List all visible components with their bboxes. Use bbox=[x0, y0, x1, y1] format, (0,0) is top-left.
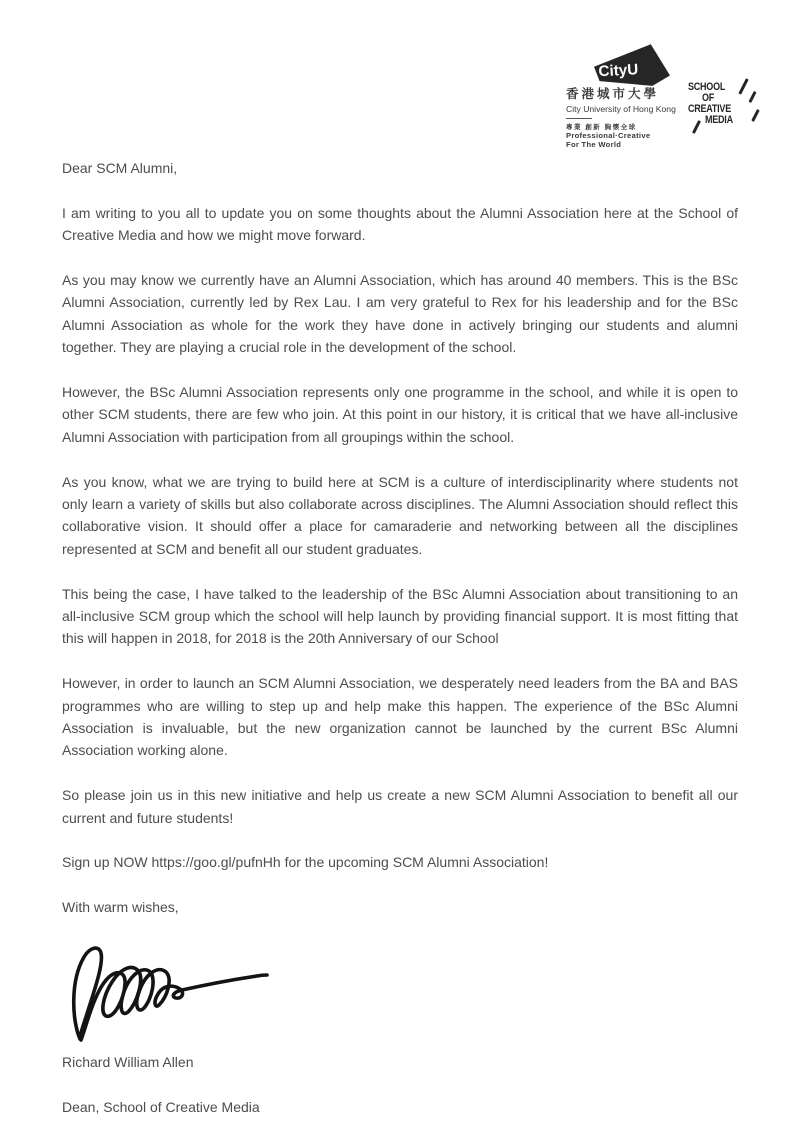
paragraph-one-programme: However, the BSc Alumni Association represents only one programme in the school, and while it is open to other SCM students, there are few who join. At this point in our history, it is critical that we have all-inclusive Alumni Association with participation from all groupings within the school. bbox=[62, 384, 738, 445]
paragraph-need-leaders: However, in order to launch an SCM Alumni Association, we desperately need leaders from the BA and BAS programmes who are willing to step up and help make this happen. The experience of the BSc Alumni Association is invaluable, but the new organization cannot be launched by the current BSc Alumni Association working alone. bbox=[62, 675, 738, 759]
cityu-wordmark: CityU bbox=[598, 61, 639, 81]
scm-slash-icon bbox=[751, 109, 760, 122]
signature-scribble-icon bbox=[64, 941, 269, 1045]
scm-logo-line-media: MEDIA bbox=[705, 114, 733, 126]
scm-slash-icon bbox=[748, 91, 756, 103]
signature-richard-allen bbox=[64, 941, 738, 1045]
cityu-chinese-name: 香港城市大學 bbox=[566, 87, 660, 101]
paragraph-intro: I am writing to you all to update you on some thoughts about the Alumni Association here at the School of Creative Media and how we might move forward. bbox=[62, 204, 738, 244]
closing: With warm wishes, bbox=[62, 899, 179, 916]
paragraph-bsc-assoc: As you may know we currently have an Alumni Association, which has around 40 members. This is the BSc Alumni Association, currently led by Rex Lau. I am very grateful to Rex for his leadership and for the BSc Alumni Association as whole for the work they have done in actively bringing our students and alumni together. They are playing a crucial role in the development of the school. bbox=[62, 272, 738, 356]
cityu-tagline-chinese: 專業 創新 胸懷全球 bbox=[566, 124, 637, 131]
signer-name: Richard William Allen bbox=[62, 1054, 194, 1071]
cityu-tagline-line1: Professional·Creative bbox=[566, 131, 651, 140]
scm-logo-line-school: SCHOOL bbox=[688, 81, 726, 93]
cityu-tagline-line2: For The World bbox=[566, 140, 622, 149]
signer-title: Dean, School of Creative Media bbox=[62, 1098, 260, 1115]
scm-logo-line-of: OF bbox=[702, 92, 715, 104]
paragraph-join-us: So please join us in this new initiative and help us create a new SCM Alumni Association to benefit all our current and future students! bbox=[62, 787, 738, 826]
paragraph-signup-link: Sign up NOW https://goo.gl/pufnHh for the upcoming SCM Alumni Association! bbox=[62, 854, 549, 871]
scm-logo bbox=[688, 82, 760, 138]
paragraph-transition: This being the case, I have talked to the leadership of the BSc Alumni Association about transitioning to an all-inclusive SCM group which the school will help launch by providing financial support. It is most fitting that this will happen in 2018, for 2018 is the 20th Anniversary of our School bbox=[62, 585, 738, 647]
cityu-english-name: City University of Hong Kong bbox=[566, 104, 676, 114]
scm-logo-line-creative: CREATIVE bbox=[688, 103, 731, 115]
letter-body bbox=[62, 157, 738, 1132]
scm-slash-icon bbox=[692, 120, 701, 134]
paragraph-vision: As you know, what we are trying to build here at SCM is a culture of interdisciplinarity where students not only learn a variety of skills but also collaborate across disciplines. The Alumni Association should reflect this collaborative vision. It should offer a place for camaraderie and networking between all the disciplines represented at SCM and benefit all our student graduates. bbox=[62, 473, 738, 557]
cityu-mark-icon bbox=[590, 36, 670, 91]
salutation: Dear SCM Alumni, bbox=[62, 160, 178, 176]
cityu-divider bbox=[566, 118, 592, 119]
letterhead bbox=[0, 0, 800, 150]
